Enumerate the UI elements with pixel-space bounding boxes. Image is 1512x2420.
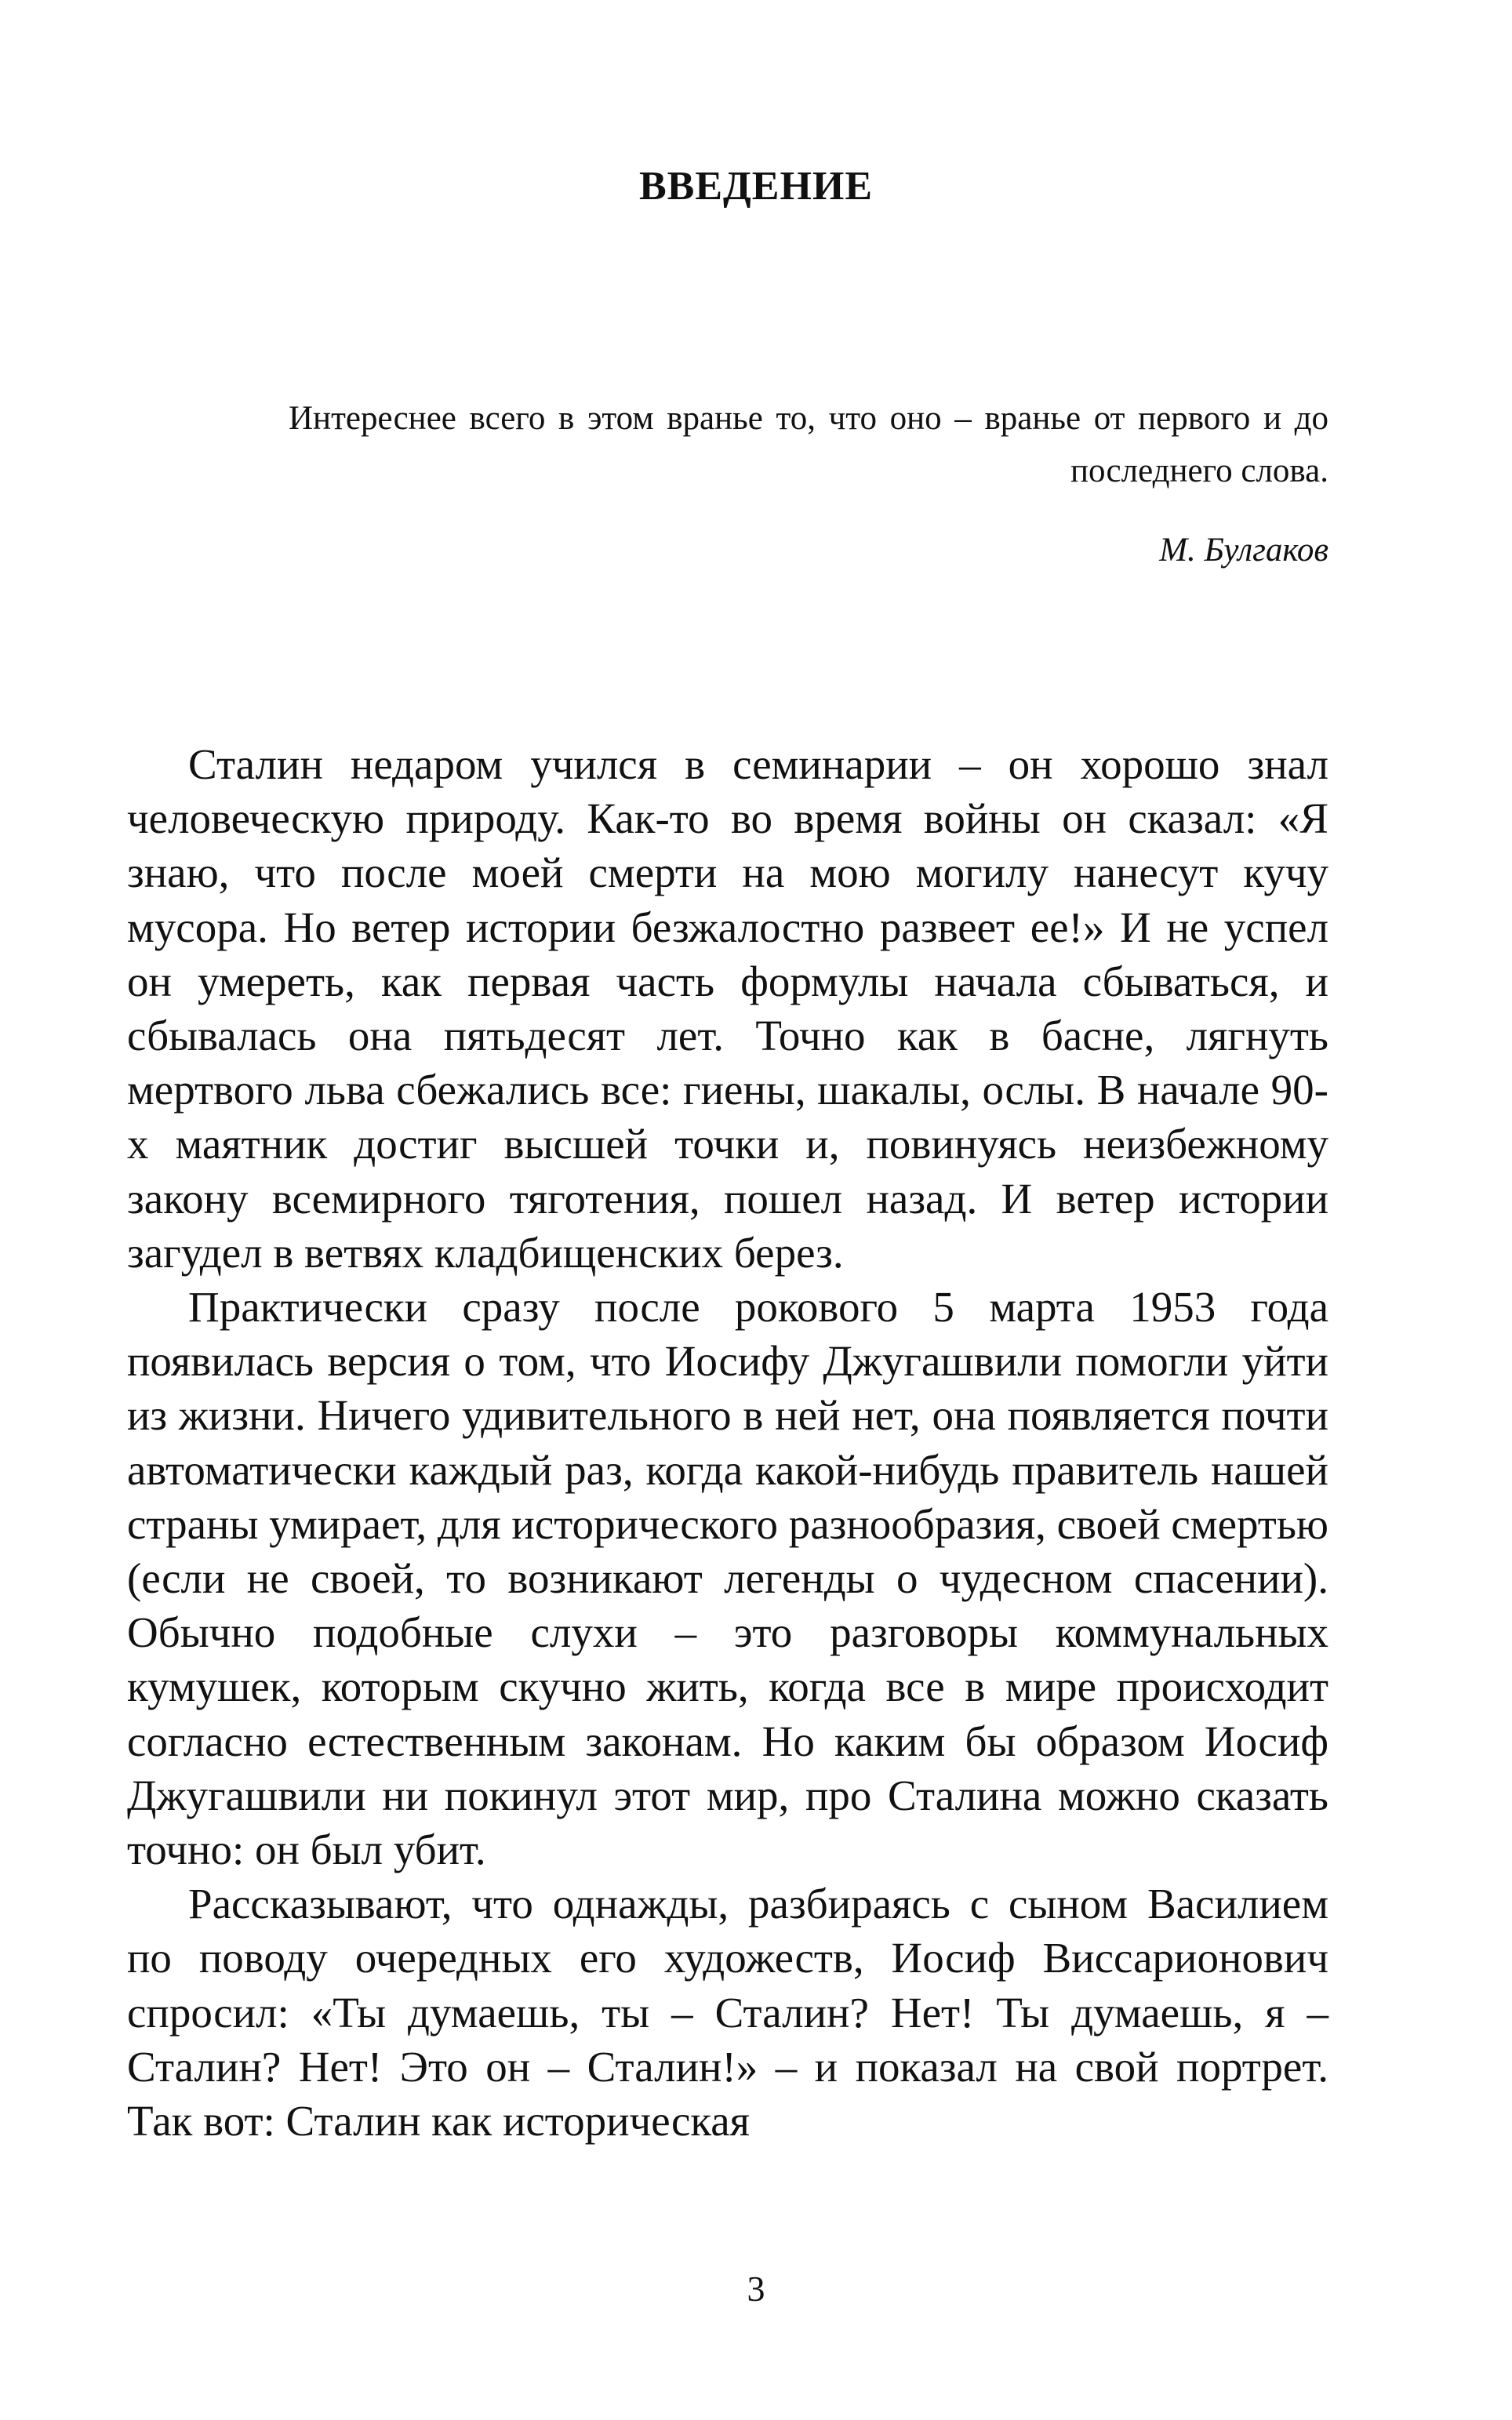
paragraph: Сталин недаром учился в семинарии – он хорошо знал человеческую природу. Как-то во время войны он сказал: «Я знаю, что после моей смерти на мою могилу нанесут кучу мусора. Но ветер истории безжалостно развеет ее!» И не успел он умереть, как первая часть формулы начала сбываться, и сбывалась она пятьдесят лет. Точно как в басне, лягнуть мертвого льва сбежались все: гиены, шакалы, ослы. В начале 90-х маятник достиг высшей точки и, повинуясь неизбежному закону всемирного тяготения, пошел назад. И ветер истории загудел в ветвях кладбищенских берез. [127,740,1328,1277]
paragraph: Практически сразу после рокового 5 марта 1953 года появилась версия о том, что Иосифу Джугашвили помогли уйти из жизни. Ничего удивительного в ней нет, она появляется почти автоматически каждый раз, когда какой-нибудь правитель нашей страны умирает, для исторического разнообразия, своей смертью (если не своей, то возникают легенды о чудесном спасении). Обычно подобные слухи – это разговоры коммунальных кумушек, которым скучно жить, когда все в мире происходит согласно естественным законам. Но каким бы образом Иосиф Джугашвили ни покинул этот мир, про Сталина можно сказать точно: он был убит. [127,1283,1328,1874]
epigraph-author: М. Булгаков [1159,532,1328,569]
epigraph-text: Интереснее всего в этом вранье то, что оно – вранье от первого и до последнего слова. [289,400,1328,489]
chapter-title: ВВЕДЕНИЕ [638,164,874,209]
main-text [127,737,1328,2148]
page-number: 3 [747,2269,765,2309]
paragraph: Рассказывают, что однажды, разбираясь с сыном Василием по поводу очередных его художеств, Иосиф Виссарионович спросил: «Ты думаешь, ты – Сталин? Нет! Ты думаешь, я – Сталин? Нет! Это он – Сталин!» – и показал на свой портрет. Так вот: Сталин как историческая [127,1880,1328,2146]
